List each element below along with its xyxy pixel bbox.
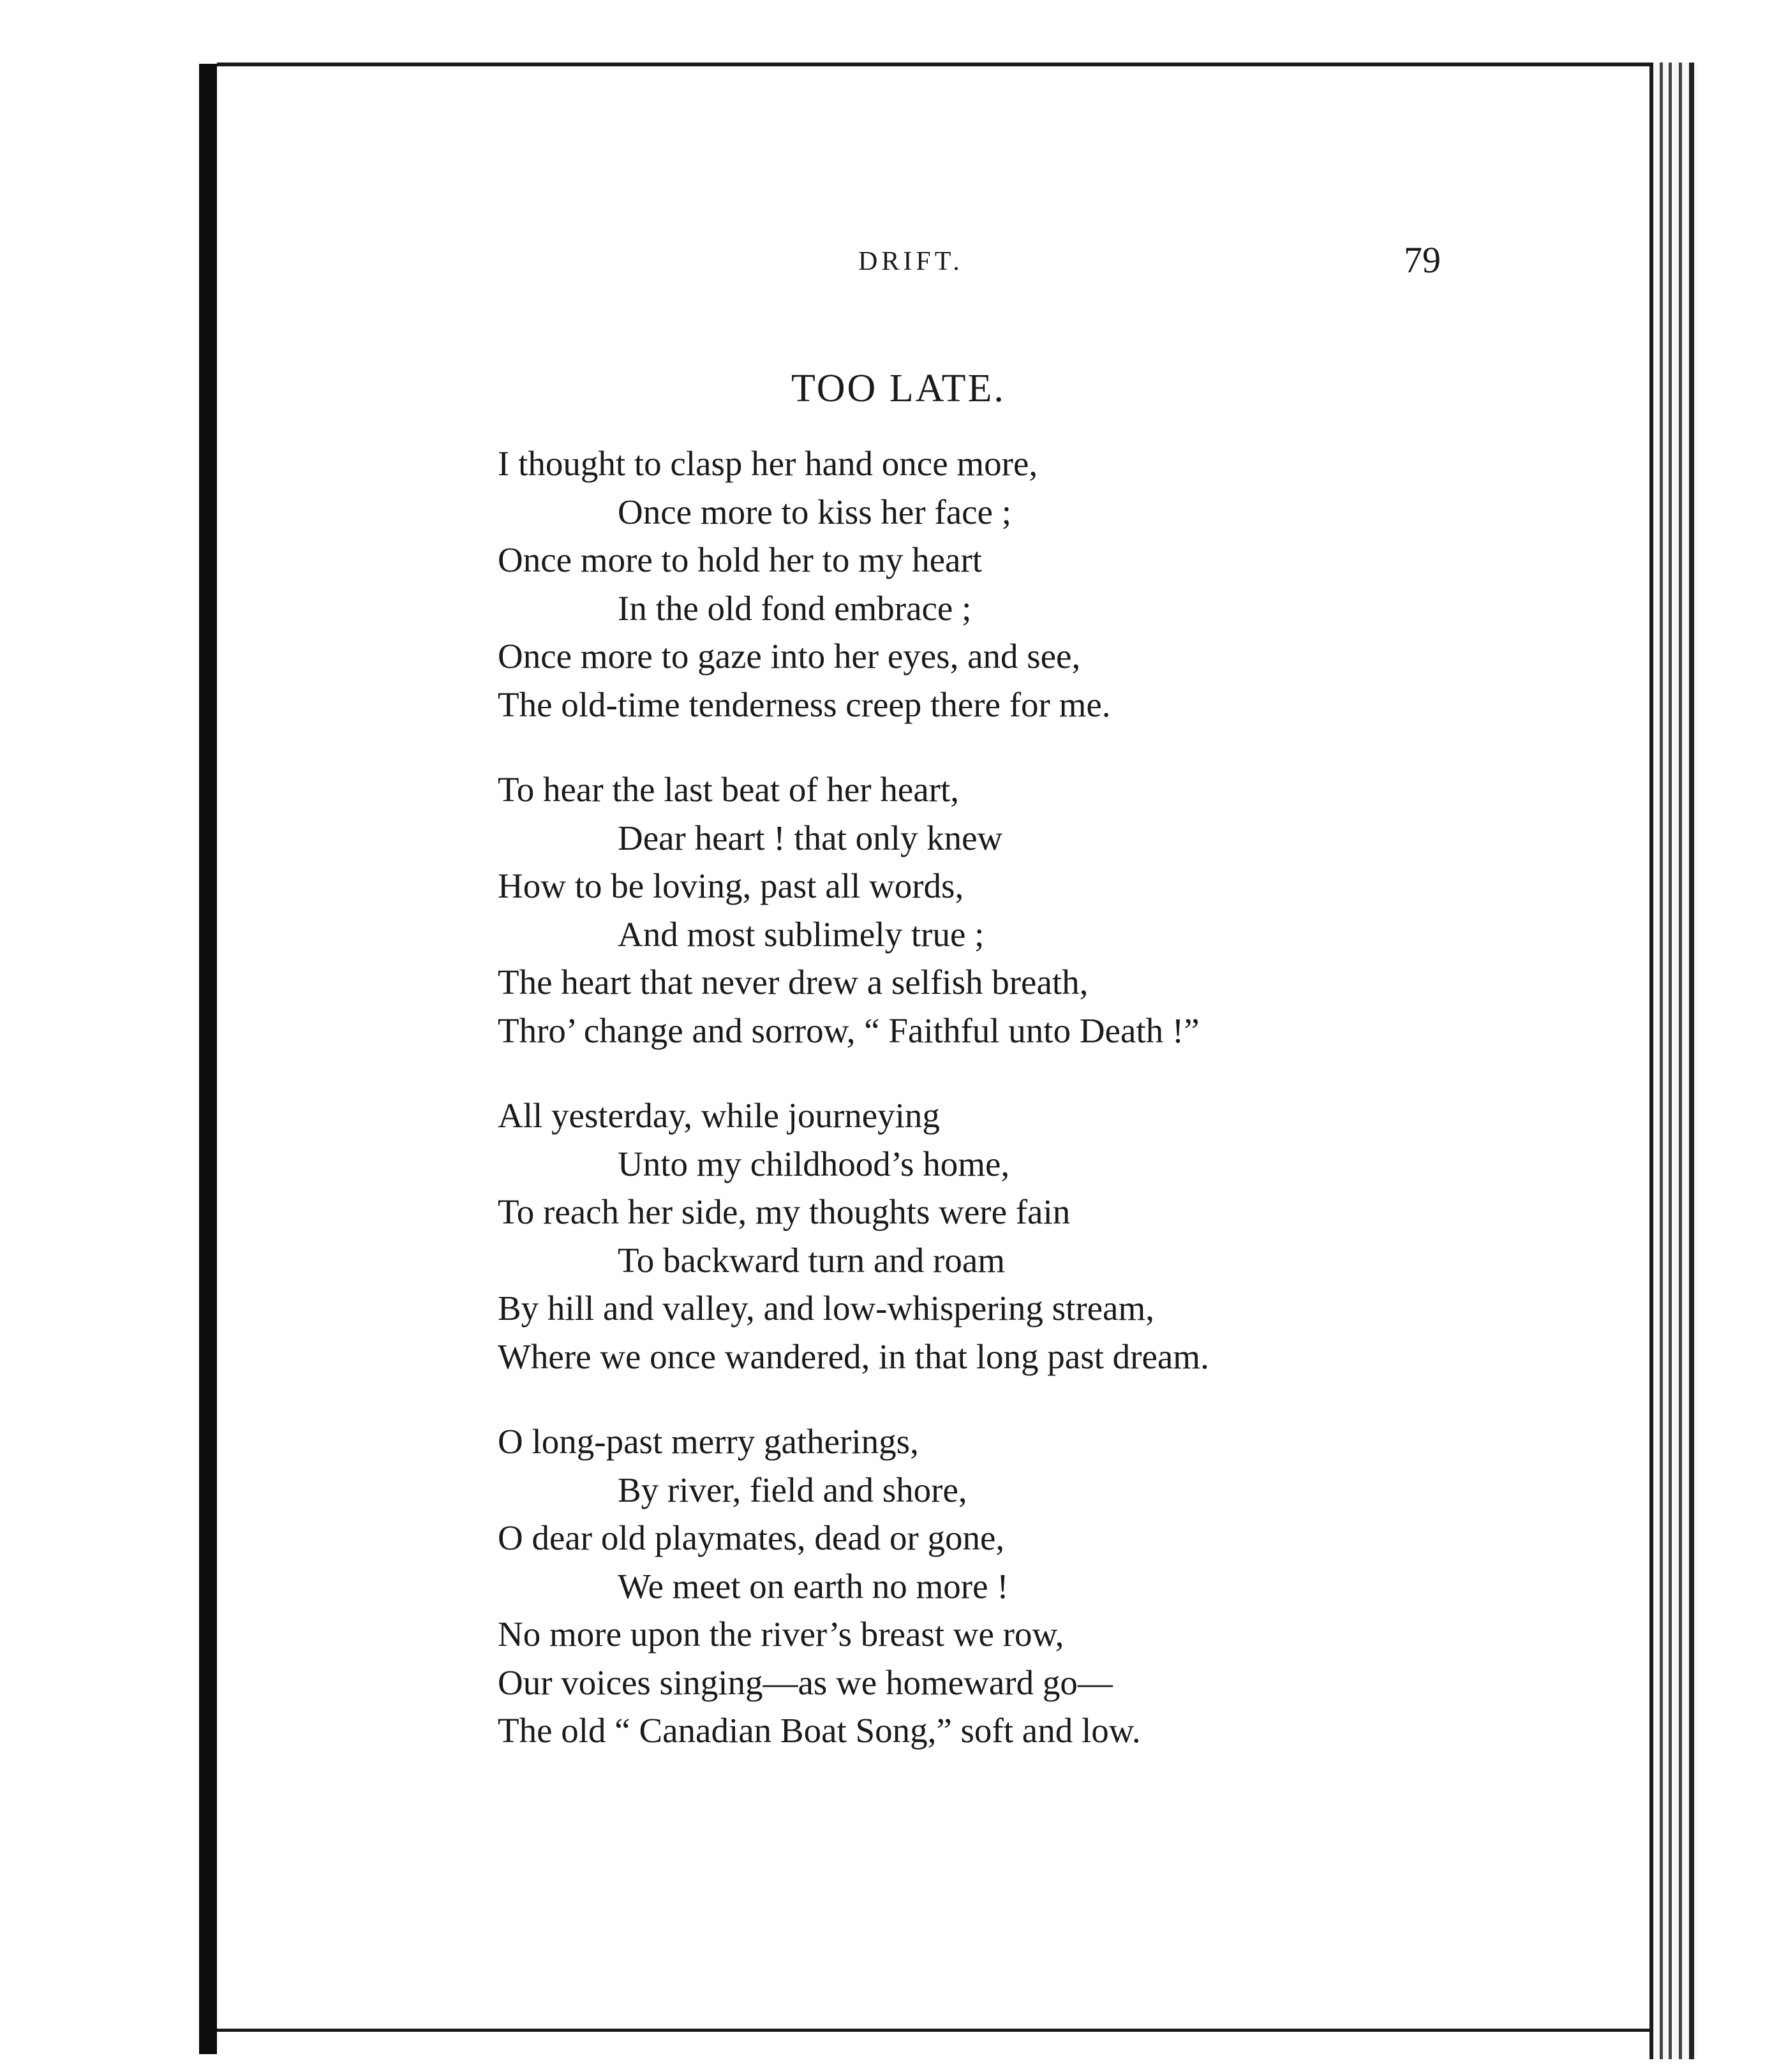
poem-line: In the old fond embrace ;	[618, 588, 972, 628]
poem-line: To backward turn and roam	[618, 1240, 1006, 1280]
poem-line: And most sublimely true ;	[618, 914, 985, 954]
facing-page-margin	[0, 0, 198, 2072]
book-page	[217, 66, 1649, 2029]
page-bottom-edge	[217, 2029, 1653, 2032]
poem-line: To reach her side, my thoughts were fain	[498, 1192, 1071, 1231]
poem-line: By hill and valley, and low-whispering stream,	[498, 1289, 1154, 1328]
poem-line: Once more to kiss her face ;	[618, 492, 1011, 531]
page-number: 79	[1404, 239, 1441, 281]
stanza-4	[498, 1417, 1582, 1755]
poem-line: Thro’ change and sorrow, “ Faithful unto Death !”	[498, 1010, 1200, 1050]
poem-line: Once more to hold her to my heart	[498, 540, 983, 579]
running-head: DRIFT.	[858, 247, 964, 276]
poem-line: By river, field and shore,	[618, 1470, 967, 1509]
poem-line: To hear the last beat of her heart,	[498, 770, 960, 809]
poem-line: O long-past merry gatherings,	[498, 1422, 919, 1461]
poem-line: The heart that never drew a selfish breath,	[498, 963, 1089, 1002]
poem-line: Where we once wandered, in that long past dream.	[498, 1336, 1209, 1376]
poem-line: I thought to clasp her hand once more,	[498, 444, 1038, 483]
poem-line: Our voices singing—as we homeward go—	[498, 1662, 1113, 1702]
poem-line: The old “ Canadian Boat Song,” soft and low.	[498, 1711, 1141, 1750]
poem-line: Unto my childhood’s home,	[618, 1144, 1010, 1183]
poem-line: How to be loving, past all words,	[498, 866, 964, 905]
poem-line: Once more to gaze into her eyes, and see,	[498, 637, 1081, 676]
poem-title: TOO LATE.	[791, 367, 1006, 410]
poem-body	[498, 440, 1582, 1792]
poem-line: We meet on earth no more !	[618, 1566, 1009, 1606]
poem-line: No more upon the river’s breast we row,	[498, 1615, 1064, 1654]
stanza-3	[498, 1092, 1582, 1380]
page-fore-edge	[1649, 63, 1697, 2059]
poem-line: O dear old playmates, dead or gone,	[498, 1518, 1005, 1557]
stanza-1	[498, 440, 1582, 729]
poem-line: The old-time tenderness creep there for me.	[498, 685, 1111, 724]
poem-line: Dear heart ! that only knew	[618, 818, 1003, 857]
book-gutter	[199, 64, 217, 2054]
poem-line: All yesterday, while journeying	[498, 1096, 940, 1135]
stanza-2	[498, 766, 1582, 1054]
